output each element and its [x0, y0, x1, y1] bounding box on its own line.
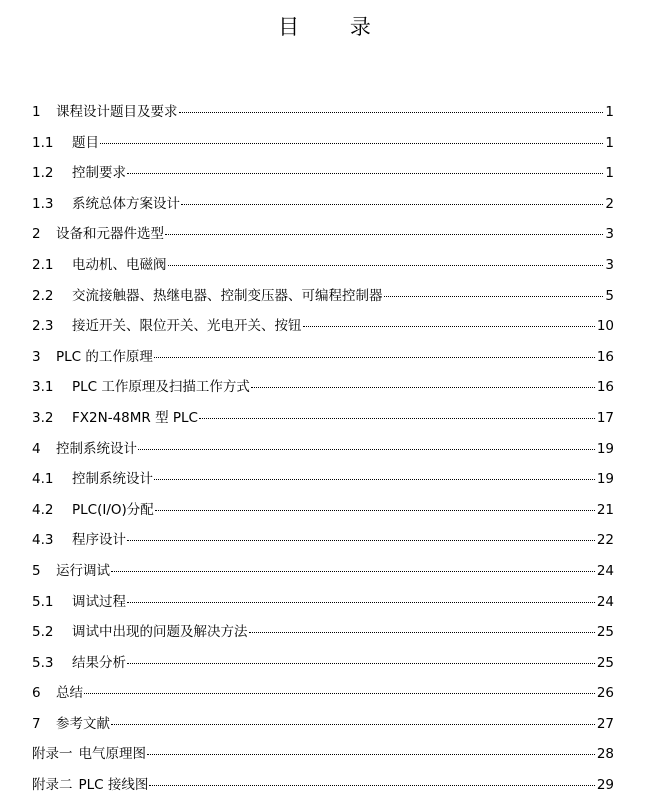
toc-entry[interactable] — [32, 434, 614, 465]
toc-entry-label — [32, 739, 146, 770]
toc-entry-title: 程序设计 — [72, 532, 126, 549]
toc-entry-title: 交流接触器、热继电器、控制变压器、可编程控制器 — [72, 287, 383, 304]
dot-leader — [179, 112, 604, 113]
toc-entry-label — [32, 587, 126, 618]
toc-entry-page-number: 19 — [596, 440, 614, 457]
toc-entry-label — [32, 556, 110, 587]
toc-entry[interactable] — [32, 403, 614, 434]
toc-entry-label — [32, 770, 148, 801]
dot-leader — [249, 632, 595, 633]
toc-entry-title: 电动机、电磁阀 — [72, 256, 167, 273]
toc-entry-number: 4.2 — [32, 501, 54, 518]
dot-leader — [100, 143, 603, 144]
toc-entry-number: 4 — [32, 440, 41, 457]
toc-entry-label — [32, 617, 248, 648]
toc-entry[interactable] — [32, 311, 614, 342]
toc-entry-number: 3.1 — [32, 379, 54, 396]
dot-leader — [111, 724, 595, 725]
dot-leader — [303, 326, 595, 327]
toc-entry-number: 2.2 — [32, 287, 54, 304]
dot-leader — [154, 479, 595, 480]
dot-leader — [165, 234, 603, 235]
toc-entry-page-number: 17 — [596, 409, 614, 426]
toc-entry-page-number: 21 — [596, 501, 614, 518]
toc-entry-title: PLC 工作原理及扫描工作方式 — [72, 379, 250, 396]
toc-entry-label — [32, 678, 83, 709]
toc-entry-number: 2 — [32, 226, 41, 243]
toc-entry-title: 总结 — [56, 685, 83, 702]
dot-leader — [251, 387, 595, 388]
dot-leader — [127, 173, 603, 174]
toc-entry[interactable] — [32, 97, 614, 128]
toc-entry-page-number: 5 — [605, 287, 614, 304]
toc-entry-number: 5.3 — [32, 654, 54, 671]
toc-entry-title: 设备和元器件选型 — [56, 226, 164, 243]
toc-entry-label — [32, 495, 154, 526]
toc-entry[interactable] — [32, 495, 614, 526]
toc-entry-number: 2.1 — [32, 256, 54, 273]
toc-entry-page-number: 16 — [596, 379, 614, 396]
toc-entry-page-number: 25 — [596, 624, 614, 641]
dot-leader — [138, 449, 595, 450]
toc-entry-title: 控制要求 — [72, 165, 126, 182]
toc-entry-label — [32, 219, 164, 250]
toc-entry-page-number: 3 — [605, 256, 614, 273]
toc-entry-page-number: 26 — [596, 685, 614, 702]
toc-entry-label — [32, 311, 302, 342]
toc-entry-title: 控制系统设计 — [72, 471, 153, 488]
toc-entry-number: 2.3 — [32, 318, 54, 335]
dot-leader — [111, 571, 595, 572]
toc-entry[interactable] — [32, 587, 614, 618]
toc-entry-page-number: 28 — [596, 746, 614, 763]
toc-entry[interactable] — [32, 158, 614, 189]
dot-leader — [147, 754, 595, 755]
toc-entry-number: 5 — [32, 562, 41, 579]
toc-entry-label — [32, 434, 137, 465]
toc-entry-page-number: 10 — [596, 318, 614, 335]
toc-entry-number: 1.1 — [32, 134, 54, 151]
toc-entry-number: 5.2 — [32, 624, 54, 641]
toc-entry[interactable] — [32, 739, 614, 770]
toc-entry[interactable] — [32, 128, 614, 159]
toc-entry-label — [32, 372, 250, 403]
toc-entry-number: 6 — [32, 685, 41, 702]
toc-entry-page-number: 24 — [596, 593, 614, 610]
dot-leader — [154, 357, 595, 358]
toc-entry[interactable] — [32, 250, 614, 281]
toc-entry-label — [32, 464, 153, 495]
dot-leader — [127, 663, 595, 664]
toc-entry-title: PLC 接线图 — [78, 777, 149, 794]
toc-entry-label — [32, 158, 126, 189]
toc-entry-title: 调试过程 — [72, 593, 126, 610]
toc-entry-number: 3 — [32, 348, 41, 365]
toc-entry-page-number: 3 — [605, 226, 614, 243]
toc-entry-label — [32, 97, 178, 128]
toc-entry-page-number: 1 — [605, 104, 614, 120]
toc-entry-title: 控制系统设计 — [56, 440, 137, 457]
toc-entry[interactable] — [32, 372, 614, 403]
toc-entry-label — [32, 648, 126, 679]
toc-entry-page-number: 25 — [596, 654, 614, 671]
toc-entry[interactable] — [32, 219, 614, 250]
toc-entry[interactable] — [32, 709, 614, 740]
dot-leader — [155, 510, 595, 511]
toc-entry-page-number: 24 — [596, 562, 614, 579]
toc-entry-label — [32, 250, 167, 281]
toc-entry-number: 1.3 — [32, 195, 54, 212]
toc-entry-number: 7 — [32, 715, 41, 732]
toc-entry[interactable] — [32, 648, 614, 679]
table-of-contents — [32, 97, 614, 801]
toc-entry-title: 题目 — [72, 134, 99, 151]
toc-entry-title: PLC(I/O)分配 — [72, 501, 154, 518]
toc-entry-number: 附录一 — [32, 746, 73, 763]
toc-entry-label — [32, 189, 180, 220]
dot-leader — [149, 785, 594, 786]
toc-entry-title: PLC 的工作原理 — [56, 348, 153, 365]
toc-entry-title: FX2N-48MR 型 PLC — [72, 409, 198, 426]
toc-entry[interactable] — [32, 464, 614, 495]
toc-entry[interactable] — [32, 281, 614, 312]
dot-leader — [127, 602, 595, 603]
toc-entry-page-number: 16 — [596, 348, 614, 365]
dot-leader — [127, 540, 595, 541]
toc-entry[interactable] — [32, 770, 614, 801]
toc-entry[interactable] — [32, 189, 614, 220]
dot-leader — [384, 296, 604, 297]
toc-entry-number: 5.1 — [32, 593, 54, 610]
toc-entry-page-number: 1 — [605, 134, 614, 151]
toc-entry-page-number: 27 — [596, 715, 614, 732]
toc-entry-title: 运行调试 — [56, 562, 110, 579]
toc-entry[interactable] — [32, 678, 614, 709]
toc-entry-title: 电气原理图 — [78, 746, 146, 763]
toc-entry[interactable] — [32, 556, 614, 587]
toc-entry[interactable] — [32, 342, 614, 373]
toc-entry-number: 3.2 — [32, 409, 54, 426]
toc-entry-label — [32, 403, 198, 434]
toc-entry-number: 4.1 — [32, 471, 54, 488]
toc-entry-title: 结果分析 — [72, 654, 126, 671]
toc-entry[interactable] — [32, 617, 614, 648]
toc-entry-title: 参考文献 — [56, 715, 110, 732]
dot-leader — [181, 204, 603, 205]
toc-entry-label — [32, 128, 99, 159]
dot-leader — [84, 693, 595, 694]
toc-entry-title: 调试中出现的问题及解决方法 — [72, 624, 248, 641]
toc-entry-title: 系统总体方案设计 — [72, 195, 180, 212]
page-title: 目 录 — [278, 15, 393, 39]
toc-entry-number: 1 — [32, 104, 41, 120]
toc-entry-label — [32, 709, 110, 740]
toc-entry-number: 附录二 — [32, 777, 73, 794]
toc-entry-page-number: 29 — [596, 777, 614, 794]
dot-leader — [168, 265, 604, 266]
toc-entry-page-number: 1 — [605, 165, 614, 182]
toc-entry[interactable] — [32, 525, 614, 556]
toc-entry-page-number: 22 — [596, 532, 614, 549]
toc-entry-label — [32, 281, 383, 312]
toc-entry-title: 课程设计题目及要求 — [56, 104, 178, 120]
toc-entry-number: 4.3 — [32, 532, 54, 549]
dot-leader — [199, 418, 595, 419]
toc-entry-title: 接近开关、限位开关、光电开关、按钮 — [72, 318, 302, 335]
toc-entry-page-number: 2 — [605, 195, 614, 212]
toc-entry-label — [32, 342, 153, 373]
toc-entry-number: 1.2 — [32, 165, 54, 182]
toc-entry-label — [32, 525, 126, 556]
toc-entry-page-number: 19 — [596, 471, 614, 488]
